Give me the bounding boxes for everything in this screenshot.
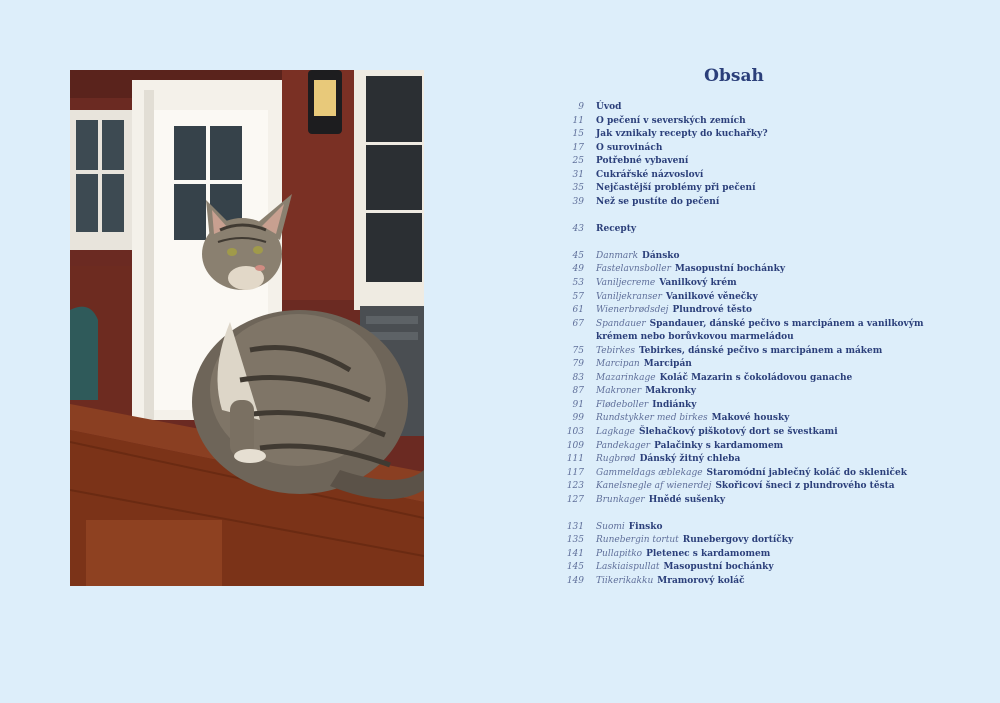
toc-entry[interactable] (560, 440, 940, 454)
toc-original-title: Mazarinkage (596, 372, 656, 383)
toc-title-text: O pečení v severských zemích (596, 115, 746, 126)
toc-entry[interactable] (560, 561, 940, 575)
toc-page-number: 127 (566, 494, 584, 505)
toc-entry-text (596, 291, 936, 305)
toc-title-text: Indiánky (652, 399, 697, 410)
toc-entry-text (596, 534, 936, 548)
toc-page-number: 17 (572, 142, 584, 153)
toc-entry[interactable] (560, 128, 940, 142)
toc-original-title: Spandauer (596, 318, 646, 329)
toc-page-number: 111 (566, 454, 584, 465)
toc-entry[interactable] (560, 494, 940, 508)
toc-original-title: Danmark (596, 250, 639, 261)
toc-page-number: 99 (572, 413, 584, 424)
toc-page-number: 141 (566, 548, 584, 559)
toc-title-text: Nejčastější problémy při pečení (596, 183, 756, 194)
toc-entry-text (596, 385, 936, 399)
toc-entry-text (596, 548, 936, 562)
toc-original-title: Suomi (596, 521, 625, 532)
toc-entry[interactable] (560, 412, 940, 426)
toc-original-title: Vaniljekranser (596, 291, 662, 302)
toc-title-text: Masopustní bochánky (663, 562, 774, 573)
toc-page-number: 45 (572, 250, 584, 261)
toc-entry-text (596, 318, 936, 345)
toc-entry-text (596, 453, 936, 467)
toc-page-number: 91 (572, 399, 584, 410)
toc-entry-text (596, 412, 936, 426)
toc-entry[interactable] (560, 142, 940, 156)
toc-original-title: Wienerbrødsdej (596, 305, 669, 316)
toc-page-number: 25 (572, 156, 584, 167)
toc-original-title: Tebirkes (596, 345, 635, 356)
toc-page-number: 67 (572, 318, 584, 329)
toc-entry-text (596, 426, 936, 440)
toc-page-number: 149 (566, 576, 584, 586)
toc-title-text: Staromódní jablečný koláč do skleniček (706, 467, 907, 478)
toc-title-text: Hnědé sušenky (648, 494, 726, 505)
toc-original-title: Brunkager (596, 494, 645, 505)
toc-page-number: 131 (566, 521, 584, 532)
toc-title-text: Makové housky (711, 413, 790, 424)
toc-entry-text (596, 440, 936, 454)
toc-entry-text (596, 101, 936, 115)
toc-entry-text (596, 196, 936, 210)
toc-title: Obsah (704, 66, 764, 86)
toc-entry[interactable] (560, 480, 940, 494)
toc-title-text: Úvod (596, 102, 622, 112)
toc-entry-text (596, 345, 936, 359)
toc-entry-text (596, 575, 936, 589)
toc-original-title: Kanelsnegle af wienerdej (596, 481, 712, 492)
toc-entry-text (596, 169, 936, 183)
toc-original-title: Fastelavnsboller (596, 264, 671, 275)
toc-entry-text (596, 182, 936, 196)
table-of-contents (560, 101, 940, 589)
toc-entry[interactable] (560, 250, 940, 264)
toc-title-text: Palačinky s kardamomem (654, 440, 784, 451)
toc-entry[interactable] (560, 372, 940, 386)
toc-title-text: Pletenec s kardamomem (646, 548, 771, 559)
toc-entry-text (596, 372, 936, 386)
toc-page-number: 117 (566, 467, 584, 478)
toc-title-text: Vanilkové věnečky (665, 291, 758, 302)
toc-title-text: Finsko (628, 521, 663, 532)
toc-page-number: 135 (566, 535, 584, 546)
toc-entry-text (596, 521, 936, 535)
toc-title-text: Recepty (596, 223, 637, 234)
toc-page-number: 49 (572, 264, 584, 275)
cat-photo (70, 70, 424, 586)
toc-title-text: Tebirkes, dánské pečivo s marcipánem a mákem (638, 345, 883, 356)
toc-page-number: 43 (572, 223, 584, 234)
toc-original-title: Flødeboller (596, 399, 649, 410)
toc-entry-text (596, 277, 936, 291)
toc-title-text: Dánsko (642, 250, 680, 261)
toc-title-text: Potřebné vybavení (596, 156, 689, 167)
toc-entry[interactable] (560, 196, 940, 210)
toc-entry-text (596, 250, 936, 264)
toc-entry[interactable] (560, 291, 940, 305)
toc-title-text: Runebergovy dortíčky (682, 535, 794, 546)
toc-entry[interactable] (560, 548, 940, 562)
toc-entry[interactable] (560, 318, 940, 345)
toc-page-number: 31 (572, 169, 584, 180)
toc-title-text: Jak vznikaly recepty do kuchařky? (596, 129, 768, 140)
toc-entry[interactable] (560, 182, 940, 196)
toc-title-text: Masopustní bochánky (674, 264, 786, 275)
toc-title-text: Mramorový koláč (657, 576, 745, 586)
toc-original-title: Lagkage (596, 427, 636, 438)
toc-original-title: Makroner (596, 386, 642, 397)
toc-entry[interactable] (560, 467, 940, 481)
toc-entry[interactable] (560, 399, 940, 413)
toc-original-title: Rundstykker med birkes (596, 413, 708, 424)
toc-entry-text (596, 494, 936, 508)
toc-original-title: Rugbrød (596, 454, 636, 465)
toc-title-text: Vanilkový krém (659, 278, 737, 289)
toc-original-title: Tiikerikakku (596, 576, 654, 586)
toc-entry-text (596, 155, 936, 169)
toc-page-number: 103 (566, 427, 584, 438)
toc-entry[interactable] (560, 263, 940, 277)
toc-entry-text (596, 115, 936, 129)
toc-page-number: 61 (572, 305, 584, 316)
toc-page-number: 57 (572, 291, 584, 302)
toc-original-title: Gammeldags æblekage (596, 467, 703, 478)
toc-entry[interactable] (560, 169, 940, 183)
toc-entry-text (596, 358, 936, 372)
toc-entry-text (596, 142, 936, 156)
toc-entry[interactable] (560, 223, 940, 237)
toc-entry-text (596, 467, 936, 481)
toc-entry-text (596, 128, 936, 142)
toc-entry-text (596, 399, 936, 413)
toc-entry[interactable] (560, 385, 940, 399)
toc-entry[interactable] (560, 155, 940, 169)
toc-original-title: Runebergin tortut (596, 535, 679, 546)
toc-entry-text (596, 304, 936, 318)
toc-original-title: Pullapitko (596, 548, 643, 559)
toc-title-text: Cukrářské názvosloví (596, 169, 704, 180)
toc-entry[interactable] (560, 534, 940, 548)
toc-page-number: 75 (572, 345, 584, 356)
toc-original-title: Laskiaispullat (596, 562, 660, 573)
toc-page-number: 145 (566, 562, 584, 573)
toc-page-number: 11 (572, 115, 584, 126)
toc-entry[interactable] (560, 426, 940, 440)
toc-entry[interactable] (560, 575, 940, 589)
toc-page-number: 39 (572, 196, 584, 207)
toc-entry[interactable] (560, 345, 940, 359)
toc-original-title: Pandekager (596, 440, 651, 451)
toc-entry[interactable] (560, 101, 940, 115)
toc-entry[interactable] (560, 304, 940, 318)
toc-page-number: 35 (572, 183, 584, 194)
toc-entry-text (596, 263, 936, 277)
toc-title-text: Než se pustíte do pečení (596, 196, 720, 207)
toc-title-text: Koláč Mazarin s čokoládovou ganache (659, 372, 853, 383)
toc-title-text: Šlehačkový piškotový dort se švestkami (639, 427, 838, 438)
toc-page-number: 123 (566, 481, 584, 492)
toc-title-text: Plundrové těsto (672, 305, 752, 316)
toc-entry[interactable] (560, 521, 940, 535)
toc-title-text: Dánský žitný chleba (639, 454, 741, 465)
toc-title-text: Makronky (645, 386, 696, 397)
toc-page-number: 15 (572, 129, 584, 140)
toc-page-number: 9 (578, 102, 584, 112)
toc-entry[interactable] (560, 115, 940, 129)
toc-entry-text (596, 223, 936, 237)
toc-title-text: Skořicoví šneci z plundrového těsta (715, 481, 895, 492)
toc-title-text: Spandauer, dánské pečivo s marcipánem a vanilkovým krémem nebo borůvkovou marmeládou (596, 318, 924, 343)
toc-original-title: Vaniljecreme (596, 278, 656, 289)
toc-entry-text (596, 561, 936, 575)
toc-entry[interactable] (560, 453, 940, 467)
toc-page-number: 53 (572, 278, 584, 289)
toc-title-text: O surovinách (596, 142, 663, 153)
toc-entry[interactable] (560, 358, 940, 372)
toc-page-number: 83 (572, 372, 584, 383)
toc-original-title: Marcipan (596, 359, 640, 370)
toc-page-number: 109 (566, 440, 584, 451)
toc-entry-text (596, 480, 936, 494)
toc-title-text: Marcipán (643, 359, 692, 370)
toc-page-number: 87 (572, 386, 584, 397)
toc-entry[interactable] (560, 277, 940, 291)
toc-page-number: 79 (572, 359, 584, 370)
